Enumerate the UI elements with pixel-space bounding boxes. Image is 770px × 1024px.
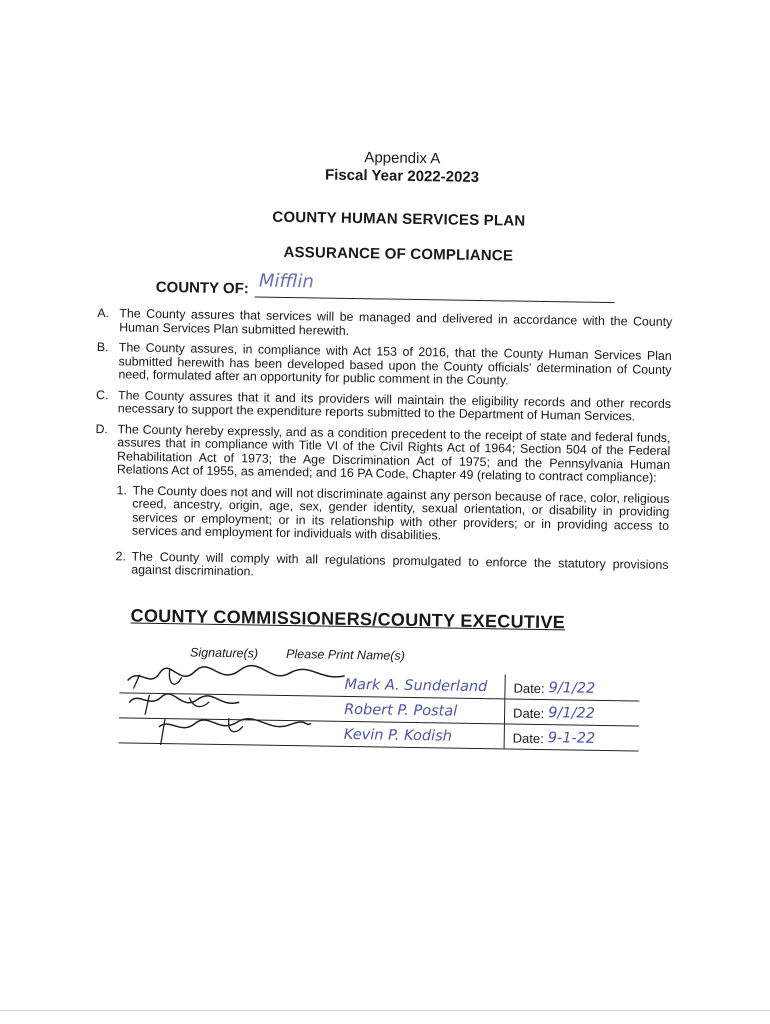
assurance-item-b (96, 341, 672, 391)
date-cell (504, 674, 639, 700)
assurance-item-d (95, 422, 671, 485)
item-letter: D. (95, 421, 109, 436)
date-label: Date: (513, 705, 545, 721)
county-label: COUNTY OF: (155, 278, 249, 298)
scan-edge-line (0, 1010, 770, 1011)
date-value: 9-1-22 (547, 729, 596, 747)
county-value: Mifflin (258, 270, 315, 293)
item-letter: C. (95, 387, 109, 402)
county-line (255, 270, 615, 303)
assurance-item-c (96, 388, 671, 424)
appendix-label: Appendix A (364, 149, 441, 168)
document-body (91, 145, 675, 751)
subitem-2 (115, 550, 668, 586)
printed-name: Kevin P. Kodish (343, 726, 453, 745)
date-cell (504, 724, 639, 750)
subitem-number: 2. (115, 548, 127, 563)
assurance-list (93, 307, 672, 585)
signature-header: Signature(s) (189, 644, 259, 661)
item-text: The County hereby expressly, and as a condition precedent to the receipt of state and federal funds, assures that in compliance with Title VI of the Civil Rights Act of 1964; Section 504 of the Federal Rehabilitation Act of 1973; the Age Discrimination Act of 1975; and the Pennsylvania Human Relations Act of 1955, as amended; and 16 PA Code, Chapter 49 (relating to contract compliance): (116, 421, 671, 485)
item-letter: A. (97, 305, 110, 321)
subitem-1 (116, 484, 670, 547)
date-value: 9/1/22 (548, 679, 596, 697)
item-text: The County assures that services will be managed and delivered in accordance with the County Human Services Plan submitted herewith. (119, 306, 673, 338)
date-label: Date: (513, 680, 545, 696)
item-letter: B. (96, 339, 109, 355)
fiscal-year: Fiscal Year 2022-2023 (324, 166, 480, 186)
item-text: The County assures, in compliance with Act 153 of 2016, that the County Human Services Plan submitted herewith has been developed based upon the County officials' determination of County need, formulated after an opportunity for public comment in the County. (118, 340, 672, 388)
assurance-item-a (97, 307, 672, 343)
subitem-text: The County does not and will not discriminate against any person because of race, color, religious creed, ancestry, origin, age, sex, gender identity, sexual orientation, or disability in providing services or employment; or in its relationship with other providers; or in providing access to services and employment for individuals with disabilities. (131, 483, 670, 543)
plan-title: COUNTY HUMAN SERVICES PLAN (272, 208, 526, 230)
date-cell (504, 699, 639, 725)
date-label: Date: (512, 730, 544, 746)
subitem-text: The County will comply with all regulations promulgated to enforce the statutory provisions against discrimination. (131, 549, 669, 579)
commissioners-title: COUNTY COMMISSIONERS/COUNTY EXECUTIVE (130, 605, 566, 632)
handwritten-signatures-icon (119, 658, 350, 752)
print-name-header: Please Print Name(s) (286, 646, 406, 663)
assurance-title: ASSURANCE OF COMPLIANCE (283, 243, 514, 265)
printed-name: Mark A. Sunderland (344, 676, 488, 695)
county-field (155, 270, 673, 304)
item-text: The County assures that it and its providers will maintain the eligibility records and other records necessary to support the expenditure reports submitted to the Department of Human Services. (117, 387, 672, 424)
subitem-number: 1. (116, 482, 128, 497)
date-value: 9/1/22 (548, 704, 596, 722)
signature-table (119, 668, 640, 751)
printed-name: Robert P. Postal (344, 701, 458, 720)
